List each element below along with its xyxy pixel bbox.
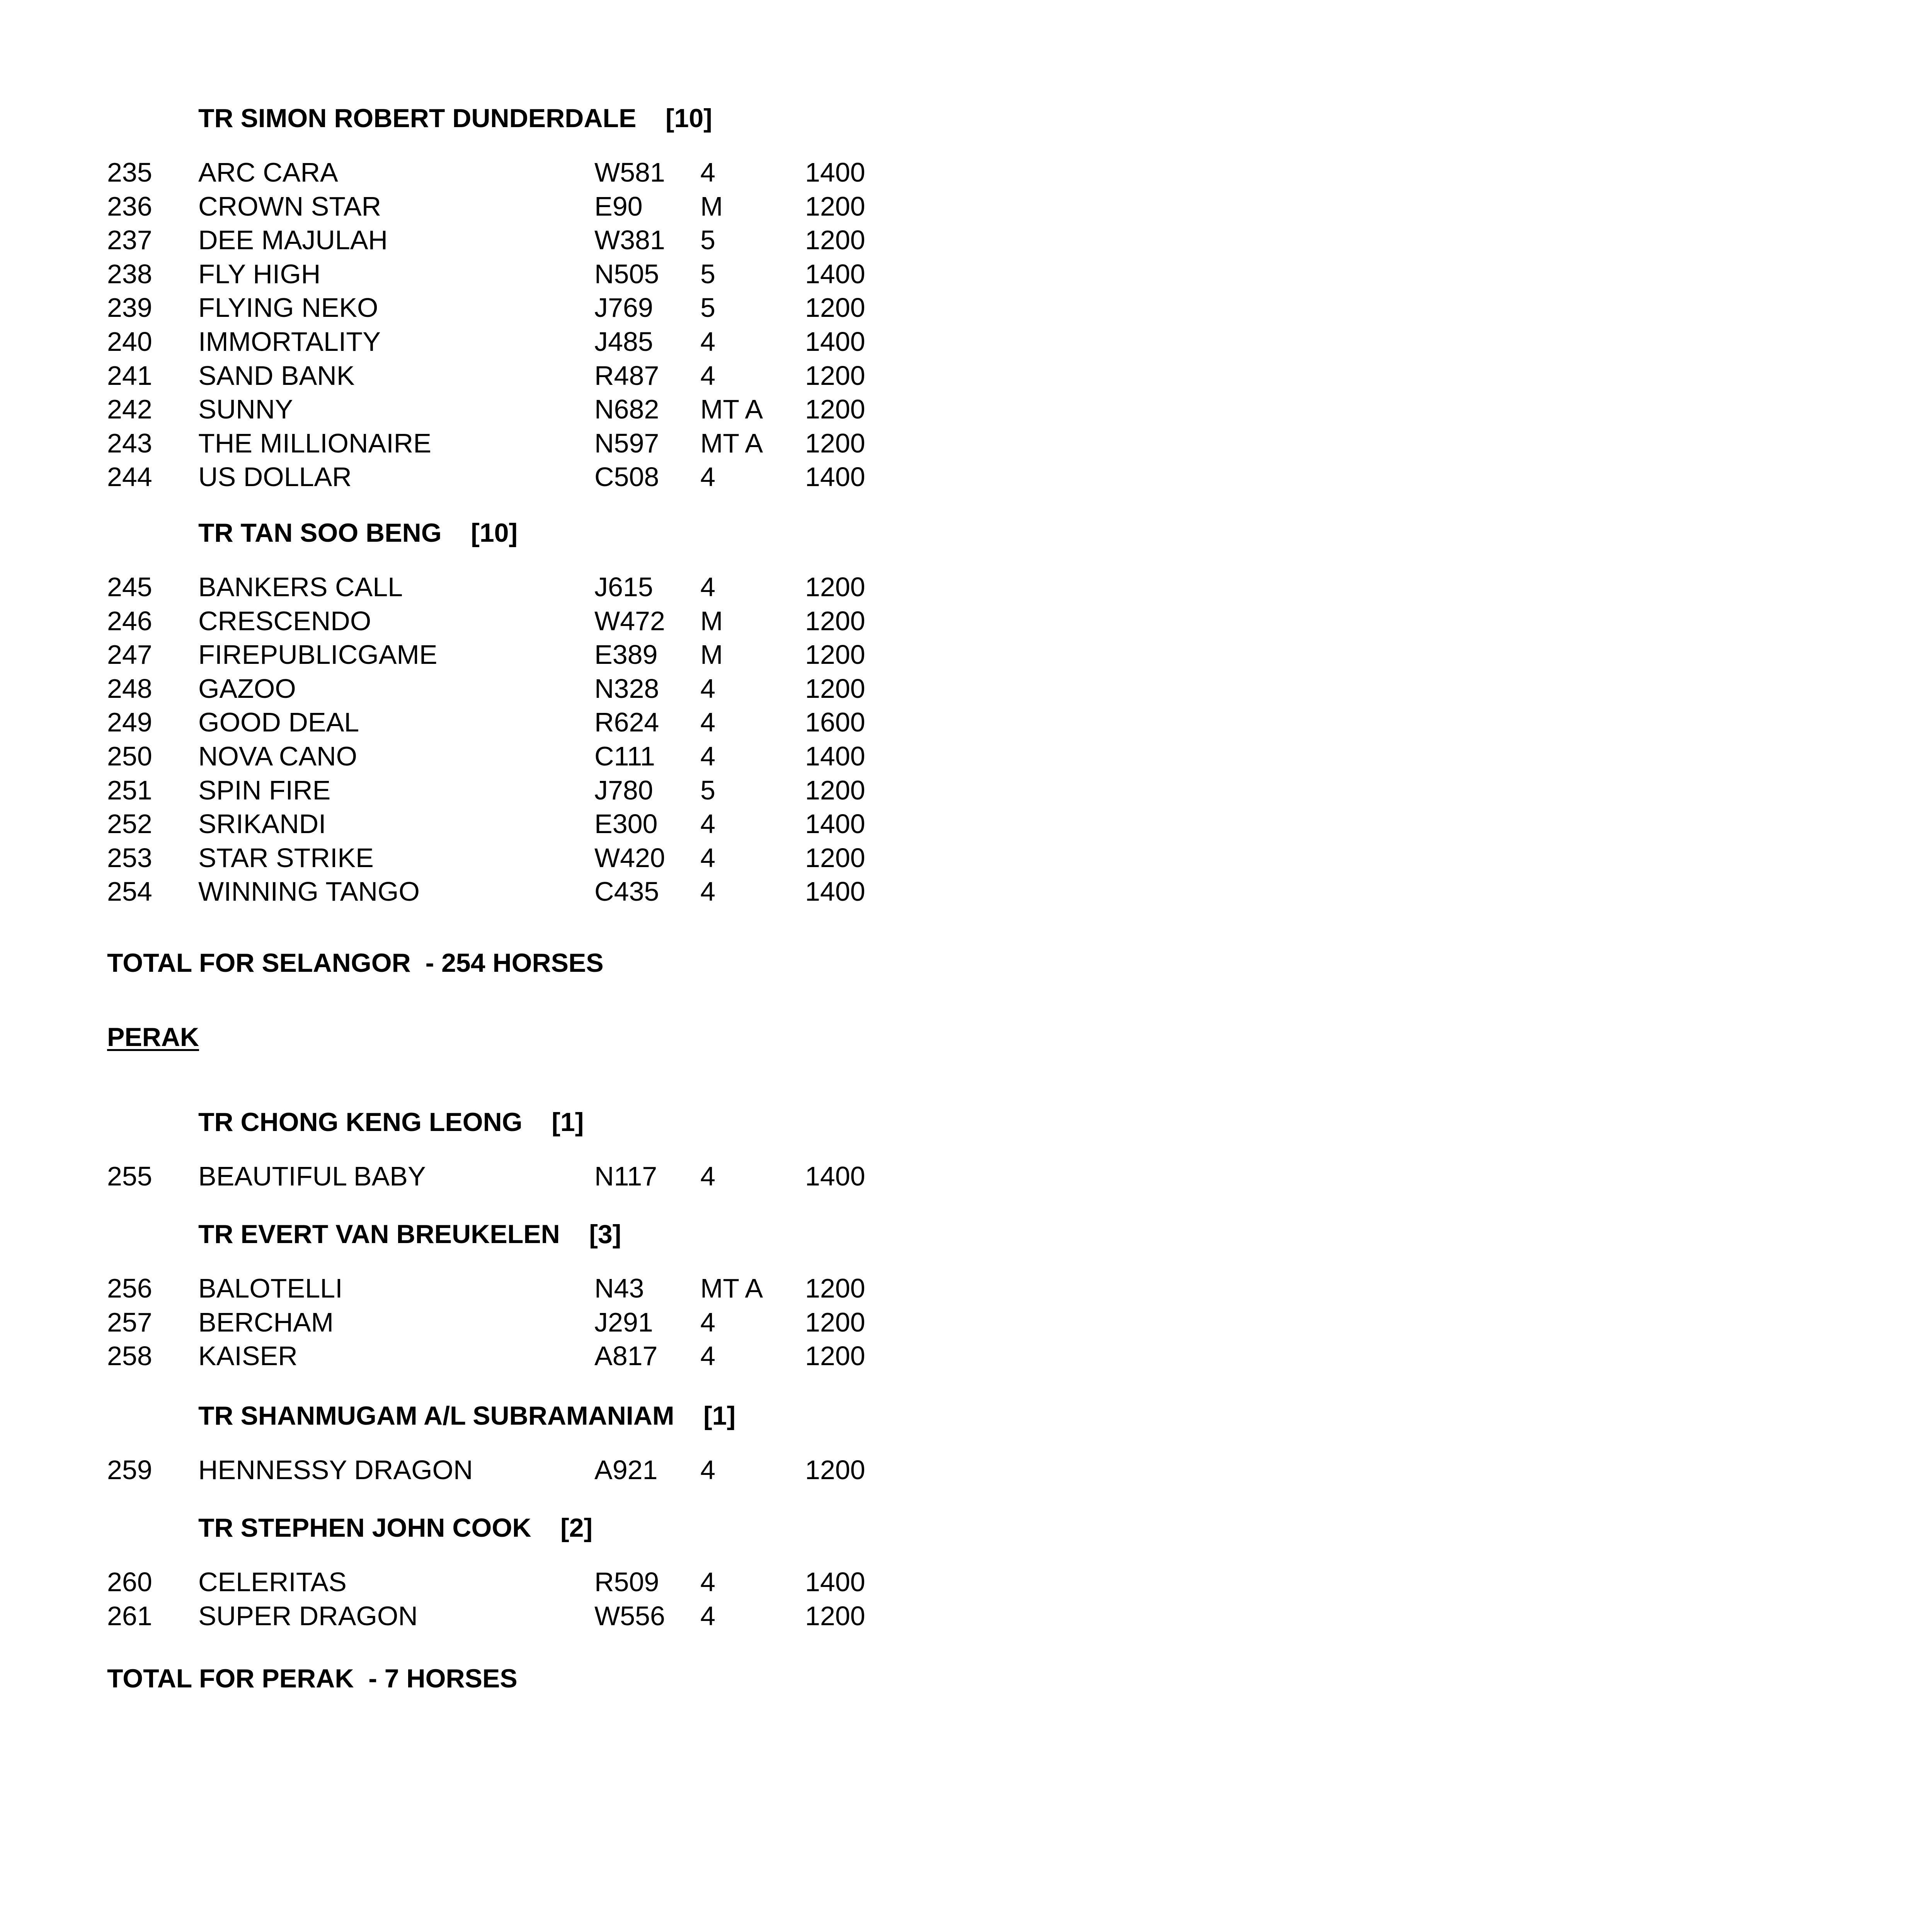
horse-row: [0, 773, 928, 807]
horse-name: CRESCENDO: [198, 606, 371, 636]
horse-name: FLY HIGH: [198, 259, 321, 289]
horse-row: [0, 359, 928, 393]
horse-row: [0, 155, 928, 189]
horse-code: W556: [594, 1601, 665, 1631]
horse-age: 4: [700, 843, 715, 873]
horse-distance: 1400: [805, 462, 865, 492]
horse-code: N505: [594, 259, 659, 289]
horse-row: [0, 739, 928, 773]
horse-age: M: [700, 191, 723, 221]
horse-code: W381: [594, 225, 665, 255]
horse-name: BALOTELLI: [198, 1273, 343, 1303]
horse-distance: 1400: [805, 1161, 865, 1191]
horse-name: HENNESSY DRAGON: [198, 1455, 473, 1485]
horse-number: 252: [107, 809, 152, 839]
horse-number: 243: [107, 428, 152, 458]
horse-age: 4: [700, 157, 715, 187]
horse-number: 253: [107, 843, 152, 873]
horse-name: GAZOO: [198, 673, 296, 704]
horse-row: [0, 1453, 928, 1487]
horse-code: W420: [594, 843, 665, 873]
horse-row: [0, 1271, 928, 1305]
horse-name: FIREPUBLICGAME: [198, 639, 438, 670]
horse-age: MT A: [700, 428, 763, 458]
horse-age: 4: [700, 361, 715, 391]
horse-code: J769: [594, 293, 653, 323]
horse-age: 4: [700, 462, 715, 492]
horse-name: CELERITAS: [198, 1567, 347, 1597]
trainer-heading: TR STEPHEN JOHN COOK [2]: [198, 1513, 593, 1543]
horse-name: ARC CARA: [198, 157, 338, 187]
horse-row: [0, 841, 928, 875]
horse-distance: 1200: [805, 191, 865, 221]
horse-number: 236: [107, 191, 152, 221]
horse-name: BERCHAM: [198, 1307, 334, 1337]
horse-row: [0, 1599, 928, 1633]
horse-code: E90: [594, 191, 643, 221]
horse-name: WINNING TANGO: [198, 876, 420, 906]
horse-row: [0, 672, 928, 706]
horse-age: 5: [700, 775, 715, 805]
horse-age: 4: [700, 673, 715, 704]
horse-age: 5: [700, 225, 715, 255]
horse-row: [0, 807, 928, 841]
horse-number: 242: [107, 394, 152, 424]
horse-row: [0, 189, 928, 223]
horse-distance: 1200: [805, 293, 865, 323]
horse-distance: 1200: [805, 225, 865, 255]
horse-row: [0, 1159, 928, 1193]
trainer-heading: TR CHONG KENG LEONG [1]: [198, 1107, 584, 1137]
horse-number: 241: [107, 361, 152, 391]
horse-row: [0, 392, 928, 426]
horse-number: 249: [107, 707, 152, 737]
horse-row: [0, 460, 928, 494]
horse-age: 4: [700, 707, 715, 737]
horse-age: M: [700, 606, 723, 636]
horse-code: W581: [594, 157, 665, 187]
horse-code: J615: [594, 572, 653, 602]
horse-age: 4: [700, 1307, 715, 1337]
horse-number: 261: [107, 1601, 152, 1631]
horse-distance: 1200: [805, 361, 865, 391]
horse-row: [0, 1305, 928, 1339]
horse-distance: 1200: [805, 394, 865, 424]
horse-code: J485: [594, 327, 653, 357]
horse-number: 254: [107, 876, 152, 906]
horse-code: C508: [594, 462, 659, 492]
horse-code: R487: [594, 361, 659, 391]
horse-code: N597: [594, 428, 659, 458]
horse-name: THE MILLIONAIRE: [198, 428, 431, 458]
horse-distance: 1200: [805, 1455, 865, 1485]
horse-name: SUNNY: [198, 394, 293, 424]
horse-number: 255: [107, 1161, 152, 1191]
horse-distance: 1200: [805, 1341, 865, 1371]
total-selangor: TOTAL FOR SELANGOR - 254 HORSES: [107, 948, 604, 978]
horse-distance: 1400: [805, 327, 865, 357]
horse-age: 5: [700, 293, 715, 323]
horse-age: 4: [700, 1455, 715, 1485]
horse-code: A817: [594, 1341, 658, 1371]
horse-code: J780: [594, 775, 653, 805]
horse-row: [0, 874, 928, 908]
horse-age: 4: [700, 741, 715, 771]
horse-number: 237: [107, 225, 152, 255]
horse-distance: 1200: [805, 428, 865, 458]
horse-row: [0, 257, 928, 291]
horse-name: SAND BANK: [198, 361, 355, 391]
horse-distance: 1200: [805, 639, 865, 670]
horse-number: 251: [107, 775, 152, 805]
horse-distance: 1200: [805, 606, 865, 636]
horse-age: MT A: [700, 394, 763, 424]
horse-code: N43: [594, 1273, 644, 1303]
horse-number: 247: [107, 639, 152, 670]
horse-name: US DOLLAR: [198, 462, 352, 492]
horse-row: [0, 325, 928, 359]
horse-age: 4: [700, 1161, 715, 1191]
horse-age: 4: [700, 876, 715, 906]
horse-distance: 1400: [805, 741, 865, 771]
horse-age: M: [700, 639, 723, 670]
horse-age: 4: [700, 809, 715, 839]
horse-name: CROWN STAR: [198, 191, 381, 221]
horse-name: BANKERS CALL: [198, 572, 403, 602]
horse-row: [0, 291, 928, 325]
horse-code: C435: [594, 876, 659, 906]
horse-number: 250: [107, 741, 152, 771]
trainer-heading: TR TAN SOO BENG [10]: [198, 518, 518, 548]
horse-name: KAISER: [198, 1341, 298, 1371]
horse-number: 244: [107, 462, 152, 492]
horse-row: [0, 638, 928, 672]
horse-row: [0, 1339, 928, 1373]
horse-age: 4: [700, 1601, 715, 1631]
horse-distance: 1200: [805, 673, 865, 704]
horse-code: N682: [594, 394, 659, 424]
horse-number: 240: [107, 327, 152, 357]
horse-row: [0, 1565, 928, 1599]
horse-distance: 1400: [805, 157, 865, 187]
horse-number: 257: [107, 1307, 152, 1337]
horse-distance: 1600: [805, 707, 865, 737]
horse-name: DEE MAJULAH: [198, 225, 388, 255]
horse-number: 248: [107, 673, 152, 704]
horse-code: W472: [594, 606, 665, 636]
horse-row: [0, 604, 928, 638]
horse-code: R509: [594, 1567, 659, 1597]
horse-row: [0, 705, 928, 739]
horse-name: SUPER DRAGON: [198, 1601, 418, 1631]
horse-age: 4: [700, 1341, 715, 1371]
horse-age: 5: [700, 259, 715, 289]
horse-age: 4: [700, 572, 715, 602]
horse-row: [0, 223, 928, 257]
horse-code: N117: [594, 1161, 657, 1191]
horse-distance: 1200: [805, 1273, 865, 1303]
horse-number: 258: [107, 1341, 152, 1371]
horse-name: IMMORTALITY: [198, 327, 381, 357]
horse-name: GOOD DEAL: [198, 707, 359, 737]
horse-row: [0, 426, 928, 460]
horse-number: 246: [107, 606, 152, 636]
horse-number: 256: [107, 1273, 152, 1303]
horse-name: SRIKANDI: [198, 809, 326, 839]
horse-code: R624: [594, 707, 659, 737]
region-heading-perak: PERAK: [107, 1022, 199, 1052]
horse-number: 239: [107, 293, 152, 323]
horse-distance: 1400: [805, 259, 865, 289]
horse-distance: 1400: [805, 876, 865, 906]
horse-age: 4: [700, 1567, 715, 1597]
horse-name: FLYING NEKO: [198, 293, 378, 323]
horse-age: 4: [700, 327, 715, 357]
horse-number: 260: [107, 1567, 152, 1597]
horse-name: BEAUTIFUL BABY: [198, 1161, 426, 1191]
horse-code: J291: [594, 1307, 653, 1337]
horse-code: A921: [594, 1455, 658, 1485]
horse-age: MT A: [700, 1273, 763, 1303]
horse-name: STAR STRIKE: [198, 843, 374, 873]
horse-number: 235: [107, 157, 152, 187]
horse-name: NOVA CANO: [198, 741, 358, 771]
horse-code: E389: [594, 639, 658, 670]
horse-code: C111: [594, 741, 655, 771]
horse-name: SPIN FIRE: [198, 775, 331, 805]
trainer-heading: TR SIMON ROBERT DUNDERDALE [10]: [198, 104, 712, 133]
horse-distance: 1200: [805, 775, 865, 805]
horse-code: E300: [594, 809, 658, 839]
horse-distance: 1200: [805, 1307, 865, 1337]
horse-code: N328: [594, 673, 659, 704]
total-perak: TOTAL FOR PERAK - 7 HORSES: [107, 1664, 518, 1693]
horse-distance: 1200: [805, 1601, 865, 1631]
horse-row: [0, 570, 928, 604]
trainer-heading: TR SHANMUGAM A/L SUBRAMANIAM [1]: [198, 1401, 736, 1430]
horse-distance: 1200: [805, 843, 865, 873]
horse-distance: 1400: [805, 1567, 865, 1597]
horse-number: 245: [107, 572, 152, 602]
trainer-heading: TR EVERT VAN BREUKELEN [3]: [198, 1219, 621, 1249]
horse-number: 259: [107, 1455, 152, 1485]
horse-distance: 1200: [805, 572, 865, 602]
horse-number: 238: [107, 259, 152, 289]
horse-distance: 1400: [805, 809, 865, 839]
